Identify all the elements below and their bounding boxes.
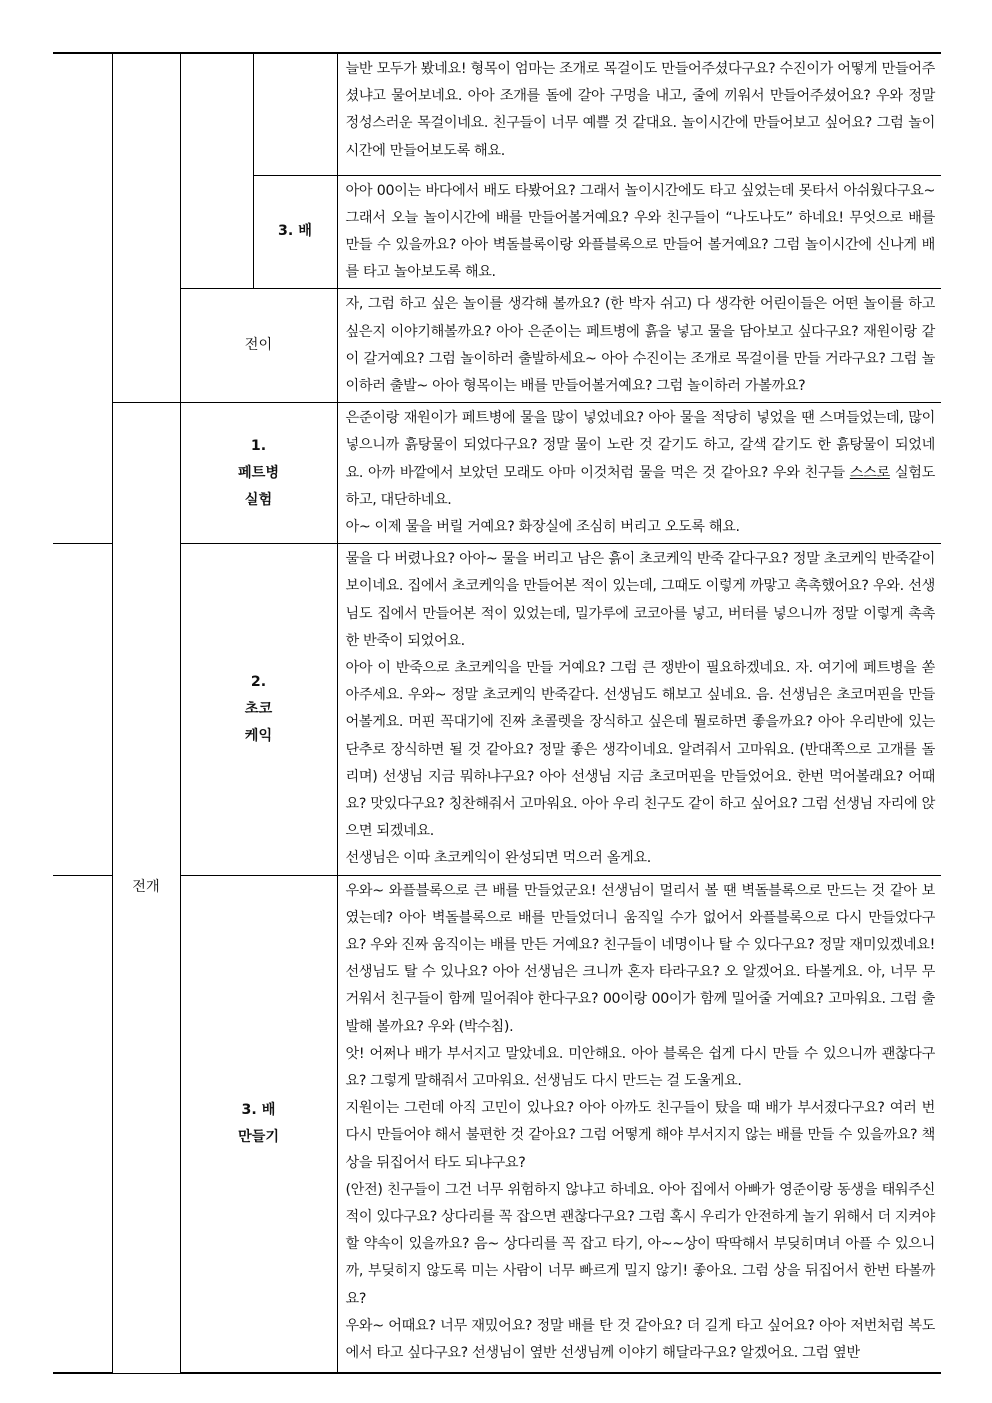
boat-intro-label: 3. 배 [253,175,337,289]
underlined-word: 스스로 [849,464,890,481]
chococake-label-line: 케익 [244,727,273,744]
transition-text: 자, 그럼 하고 싶은 놀이를 생각해 볼까요? (한 박자 쉬고) 다 생각한 어린이들은 어떤 놀이를 하고 싶은지 이야기해볼까요? 아아 은준이는 페트병에 흙을 넣고 물을 담아보고 싶다구요? 재원이랑 같이 갈거예요? 그럼 놀이하러 출발하세요~ 아아 수진이는 조개로 목걸이를 만들 거라구요? 그럼 놀이하러 출발~ 아아 형목이는 배를 만들어볼거예요? 그럼 놀이하러 가볼까요? [337,289,941,403]
necklace-activity-text: 늘반 모두가 봤네요! 형목이 엄마는 조개로 목걸이도 만들어주셨다구요? 수진이가 어떻게 만들어주셨냐고 물어보네요. 아아 조개를 돌에 갈아 구멍을 내고, 줄에 끼워서 만들어주셨어요? 우와 정말 정성스러운 목걸이네요. 친구들이 너무 예쁠 것 같대요. 놀이시간에 만들어보고 싶어요? 그럼 놀이시간에 만들어보도록 해요. [337,53,941,175]
petbottle-label-line: 페트병 [237,464,280,481]
chococake-label-line: 초코 [244,700,273,717]
empty-cell [53,875,112,1373]
paragraph: 선생님은 이따 초코케익이 완성되면 먹으러 올게요. [345,850,651,867]
transition-label: 전이 [180,289,337,403]
empty-label-cell [253,53,337,175]
paragraph: 아아 이 반죽으로 초코케익을 만들 거예요? 그럼 큰 쟁반이 필요하겠네요. 자. 여기에 페트병을 쏟아주세요. 우와~ 정말 초코케익 반죽같다. 선생님도 해보고 싶네요. 음. 선생님은 초코머핀을 만들어볼게요. 머핀 꼭대기에 진짜 초콜렛을 장식하고 싶은데 뭘로하면 좋을까요? 아아 우리반에 있는 단추로 장식하면 될 것 같아요? 정말 좋은 생각이네요. 알려줘서 고마워요. (반대쪽으로 고개를 돌리며) 선생님 지금 뭐하냐구요? 아아 선생님 지금 초코머핀을 만들었어요. 한번 먹어볼래요? 어때요? 맛있다구요? 칭찬해줘서 고마워요. 아아 우리 친구도 같이 하고 싶어요? 그럼 선생님 자리에 앉으면 되겠네요. [345,659,935,840]
boatmaking-text [337,875,941,1373]
development-label: 전개 [112,403,180,1373]
boat-intro-text: 아아 00이는 바다에서 배도 타봤어요? 그래서 놀이시간에도 타고 싶었는데 못타서 아쉬웠다구요~ 그래서 오늘 놀이시간에 배를 만들어볼거예요? 우와 친구들이 “나도나도” 하네요! 무엇으로 배를 만들 수 있을까요? 아아 벽돌블록이랑 와플블록으로 만들어 볼거예요? 그럼 놀이시간에 신나게 배를 타고 놀아보도록 해요. [337,175,941,289]
petbottle-text-2: 아~ 이제 물을 버릴 거예요? 화장실에 조심히 버리고 오도록 해요. [345,518,740,535]
petbottle-text-b: 실험도 하고, 대단하네요. [345,464,935,508]
petbottle-text-a: 은준이랑 재원이가 페트병에 물을 많이 넣었네요? 아아 물을 적당히 넣었을 땐 스며들었는데, 많이 넣으니까 흙탕물이 되었다구요? 정말 물이 노란 것 같기도 하고, 갈색 같기도 한 흙탕물이 되었네요. 아까 바깥에서 보았던 모래도 아마 이것처럼 물을 먹은 것 같아요? 우와 친구들 [345,410,935,481]
chococake-text [337,544,941,875]
petbottle-label-line: 1. [250,437,267,454]
boatmaking-label-line: 3. 배 [241,1101,276,1118]
empty-cell [112,53,180,403]
paragraph: (안전) 친구들이 그건 너무 위험하지 않냐고 하네요. 아아 집에서 아빠가 영준이랑 동생을 태워주신 적이 있다구요? 상다리를 꼭 잡으면 괜찮다구요? 그럼 혹시 우리가 안전하게 놀기 위해서 더 지켜야 할 약속이 있을까요? 음~ 상다리를 꼭 잡고 타기, 아~~상이 딱딱해서 부딪히며녀 아플 수 있으니까, 부딪히지 않도록 미는 사람이 너무 빠르게 밀지 않기! 좋아요. 그럼 상을 뒤집어서 한번 타볼까요? [345,1181,935,1307]
petbottle-label [180,403,337,544]
boatmaking-label [180,875,337,1373]
empty-cell [53,53,112,544]
petbottle-text [337,403,941,544]
paragraph: 앗! 어쩌나 배가 부서지고 말았네요. 미안해요. 아아 블록은 쉽게 다시 만들 수 있으니까 괜찮다구요? 그렇게 말해줘서 고마워요. 선생님도 다시 만드는 걸 도울게요. [345,1045,935,1089]
empty-cell [180,53,253,289]
lesson-plan-table [53,52,941,1374]
paragraph: 우와~ 어때요? 너무 재밌어요? 정말 배를 탄 것 같아요? 더 길게 타고 싶어요? 아아 저번처럼 복도에서 타고 싶다구요? 선생님이 옆반 선생님께 이야기 해달라구요? 알겠어요. 그럼 옆반 [345,1317,935,1362]
paragraph: 지원이는 그런데 아직 고민이 있나요? 아아 아까도 친구들이 탔을 때 배가 부서졌다구요? 여러 번 다시 만들어야 해서 불편한 것 같아요? 그럼 어떻게 해야 부서지지 않는 배를 만들 수 있을까요? 책상을 뒤집어서 타도 되냐구요? [345,1100,935,1171]
chococake-label [180,544,337,875]
boatmaking-label-line: 만들기 [237,1128,280,1145]
chococake-label-line: 2. [250,673,267,690]
petbottle-label-line: 실험 [244,491,273,508]
paragraph: 우와~ 와플블록으로 큰 배를 만들었군요! 선생님이 멀리서 볼 땐 벽돌블록으로 만드는 것 같아 보였는데? 아아 벽돌블록으로 배를 만들었더니 움직일 수가 없어서 와플블록으로 다시 만들었다구요? 우와 진짜 움직이는 배를 만든 거예요? 친구들이 네명이나 탈 수 있다구요? 정말 재미있겠네요! 선생님도 탈 수 있나요? 아아 선생님은 크니까 혼자 타라구요? 오 알겠어요. 타볼게요. 아, 너무 무거워서 친구들이 함께 밀어줘야 한다구요? 00이랑 00이가 함께 밀어줄 거예요? 고마워요. 그럼 출발해 볼까요? 우와 (박수침). [345,882,935,1035]
empty-cell [53,544,112,875]
paragraph: 물을 다 버렸나요? 아아~ 물을 버리고 남은 흙이 초코케익 반죽 같다구요? 정말 초코케익 반죽같이 보이네요. 집에서 초코케익을 만들어본 적이 있는데, 그때도 이렇게 까맣고 촉촉했어요? 우와. 선생님도 집에서 만들어본 적이 있었는데, 밀가루에 코코아를 넣고, 버터를 넣으니까 정말 이렇게 촉촉한 반죽이 되었어요. [345,551,935,649]
